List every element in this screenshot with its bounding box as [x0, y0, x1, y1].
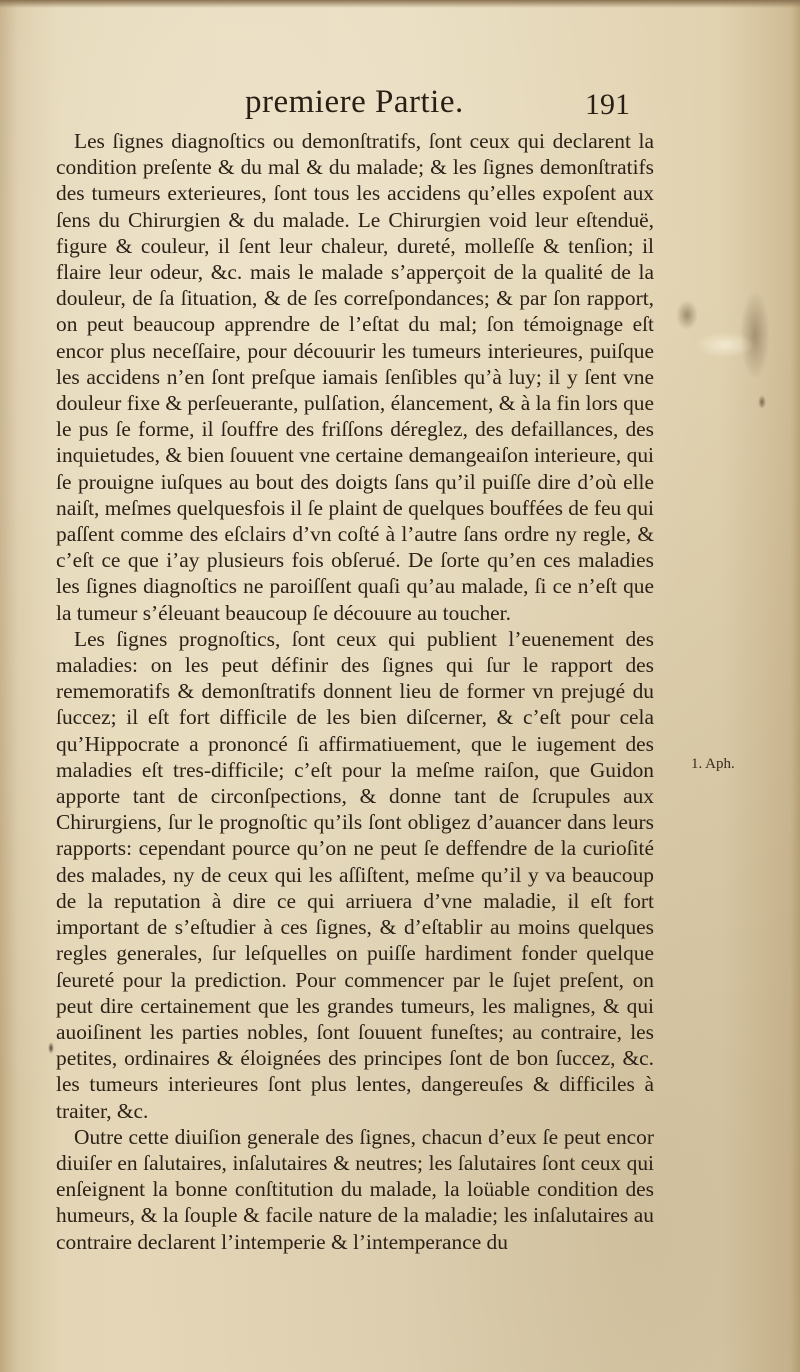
paper-stain: [758, 395, 766, 409]
paper-stain: [695, 332, 755, 358]
running-title: premiere Partie.: [245, 84, 464, 120]
paragraph-division-of-signs: Outre cette diuiſion generale des ſignes, chacun d’eux ſe peut encor diuiſer en ſalutaires, inſalutaires & neutres; les ſalutaires ſont ceux qui enſeignent la bonne conſtitution du malade, la loüable condition des humeurs, & la ſouple & facile nature de la maladie; les inſalutaires au contraire declarent l’intemperie & l’intemperance du: [56, 1124, 654, 1254]
margin-note: 1. Aph.: [691, 756, 735, 772]
body-text: [56, 128, 654, 1255]
paragraph-diagnostic-signs: Les ſignes diagnoſtics ou demonſtratifs, ſont ceux qui declarent la condition preſente & du mal & du malade; & les ſignes demonſtratifs des tumeurs exterieures, ſont tous les accidens qu’elles expoſent aux ſens du Chirurgien & du malade. Le Chirurgien void leur eſtenduë, figure & couleur, il ſent leur chaleur, dureté, molleſſe & tenſion; il flaire leur odeur, &c. mais le malade s’apperçoit de la qualité de la douleur, de ſa ſituation, & de ſes correſpondances; & par ſon rapport, on peut beaucoup apprendre de l’eſtat du mal; ſon témoignage eſt encor plus neceſſaire, pour découurir les tumeurs interieures, puiſque les accidens n’en ſont preſque iamais ſenſibles qu’à luy; il y ſent vne douleur fixe & perſeuerante, pulſation, élancement, & à la fin lors que le pus ſe forme, il ſouffre des friſſons déreglez, des defaillances, des inquietudes, & bien ſouuent vne certaine demangeaiſon interieure, qui ſe prouigne iuſques au bout des doigts ſans qu’il puiſſe dire d’où elle naiſt, meſmes quelquesfois il ſe plaint de quelques bouffées de feu qui paſſent comme des eſclairs d’vn coſté à l’autre ſans ordre ny regle, & c’eſt ce que i’ay plusieurs fois obſerué. De ſorte qu’en ces maladies les ſignes diagnoſtics ne paroiſſent quaſi qu’au malade, ſi ce n’eſt que la tumeur s’éleuant beaucoup ſe découure au toucher.: [56, 129, 654, 625]
paper-stain: [676, 300, 698, 330]
ink-blot: [48, 1042, 54, 1054]
page-number: 191: [585, 88, 630, 121]
paragraph-prognostic-signs: Les ſignes prognoſtics, ſont ceux qui publient l’euenement des maladies: on les peut définir des ſignes qui ſur le rapport des rememoratifs & demonſtratifs donnent lieu de former vn prejugé du ſuccez; il eſt fort difficile de les bien diſcerner, & c’eſt pour cela qu’Hippocrate a prononcé ſi affirmatiuement, que le iugement des maladies eſt tres-difficile; c’eſt pour la meſme raiſon, que Guidon apporte tant de circonſpections, & donne tant de ſcrupules aux Chirurgiens, ſur le prognoſtic qu’ils ſont obligez d’auancer dans leurs rapports: cependant pource qu’on ne peut ſe deffendre de la curioſité des malades, ny de ceux qui les aſſiſtent, meſme qu’il y va beaucoup de la reputation à dire ce qui arriuera d’vne maladie, il eſt fort important de s’eſtudier à ces ſignes, & d’eſtablir au moins quelques regles generales, ſur leſquelles on puiſſe hardiment fonder quelque ſeureté pour la prediction. Pour commencer par le ſujet preſent, on peut dire certainement que les grandes tumeurs, les malignes, & qui auoiſinent les parties nobles, ſont ſouuent funeſtes; au contraire, les petites, ordinaires & éloignées des principes ſont de bon ſuccez, &c. les tumeurs interieures ſont plus lentes, dangereuſes & difficiles à traiter, &c.: [56, 626, 654, 1123]
page-top-shadow: [0, 0, 800, 8]
page-header: [0, 84, 800, 124]
